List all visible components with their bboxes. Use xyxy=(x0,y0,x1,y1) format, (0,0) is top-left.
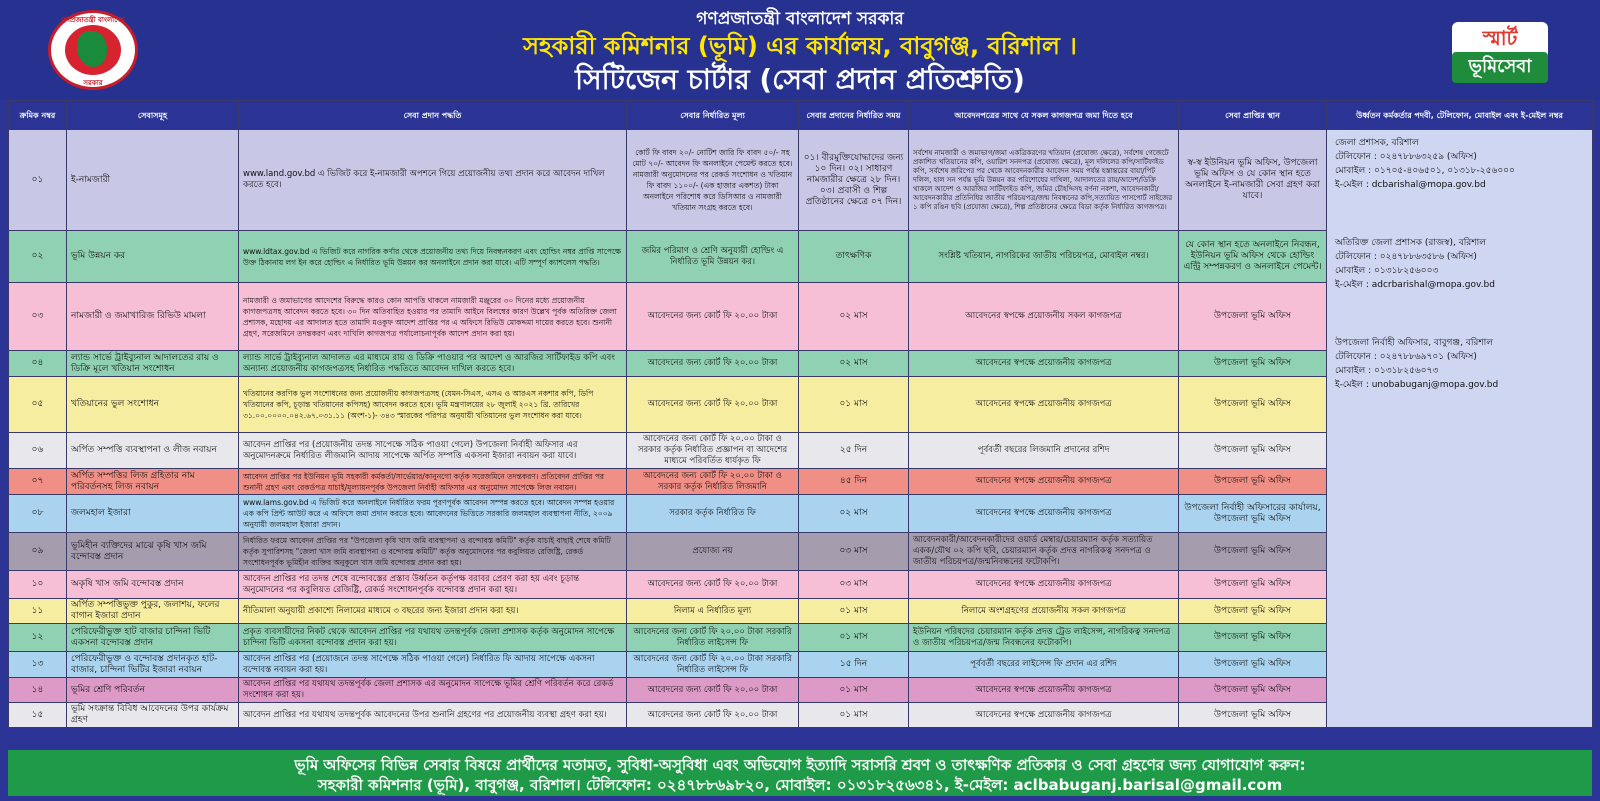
cell-fee: সরকার কর্তৃক নির্ধারিত ফি xyxy=(627,495,799,533)
cell-fee: আবেদনের জন্য কোর্ট ফি ২০.০০ টাকা ও সরকার কর্তৃক নির্ধারিত লিজমানি xyxy=(627,469,799,495)
cell-docs: পূর্ববর্তী বছরের লাইসেন্স ফি প্রদান এর রশিদ xyxy=(909,652,1179,678)
col-header-officer: উর্ধ্বতন কর্মকর্তার পদবী, টেলিফোন, মোবাইল এবং ই-মেইল নম্বর xyxy=(1327,101,1593,130)
cell-fee: আবেদনের জন্য কোর্ট ফি ২০.০০ টাকা xyxy=(627,571,799,599)
officer-title: জেলা প্রশাসক, বরিশাল xyxy=(1335,138,1419,148)
cell-fee: প্রযোজ্য নয় xyxy=(627,533,799,571)
table-row xyxy=(9,130,1593,231)
cell-docs: ইউনিয়ন পরিষদের চেয়ারম্যান কর্তৃক প্রদত্ত ট্রেড লাইসেন্স, নাগরিকত্ব সনদপত্র ও জাতীয় পরিচয়পত্র/জন্ম নিবন্ধনের ফটোকপি। xyxy=(909,624,1179,652)
cell-sl: ১৩ xyxy=(9,652,67,678)
cell-method: আবেদন প্রাপ্তির পর ইউনিয়ন ভূমি সহকারী কর্মকর্তা/সার্ভেয়ার/কানুনগো কর্তৃক সরেজমিনে তদন্তকরণ। প্রতিবেদন প্রাপ্তির পর শুনানী গ্রহণ এবং রেকর্ডপত্র যাচাই/মূল্যায়নপূর্বক উপজেলা নির্বাহী অফিসার এর অনুমোদন সাপেক্ষে লিজ নবায়ন। xyxy=(239,469,627,495)
cell-time: ১৫ দিন xyxy=(799,652,909,678)
cell-docs: আবেদনের স্বপক্ষে প্রয়োজনীয় কাগজপত্র xyxy=(909,678,1179,703)
officer-phone: টেলিফোন : ০২৪৭৮৮৬৯৭০১ (অফিস) xyxy=(1335,352,1477,362)
cell-service: খতিয়ানের ভুল সংশোধন xyxy=(67,377,239,433)
footer-line-1: ভূমি অফিসের বিভিন্ন সেবার বিষয়ে প্রার্থীদের মতামত, সুবিধা-অসুবিধা এবং অভিযোগ ইত্যাদি সরাসরি শ্রবণ ও তাৎক্ষণিক প্রতিকার ও সেবা গ্রহণের জন্য যোগাযোগ করুন: xyxy=(294,756,1306,774)
cell-sl: ০৯ xyxy=(9,533,67,571)
col-header-fee: সেবার নির্ধারিত মূল্য xyxy=(627,101,799,130)
cell-sl: ১২ xyxy=(9,624,67,652)
cell-sl: ০৮ xyxy=(9,495,67,533)
officer-contact-block xyxy=(1335,136,1584,192)
officer-mobile: মোবাইল : ০১৩১৮২৫৬০০৩ xyxy=(1335,266,1439,276)
page-title: সিটিজেন চার্টার (সেবা প্রদান প্রতিশ্রুতি) xyxy=(575,63,1025,96)
cell-service: ভূমি উন্নয়ন কর xyxy=(67,231,239,283)
seal-top-text: গণপ্রজাতন্ত্রী বাংলাদেশ xyxy=(61,16,125,24)
officer-contact-block xyxy=(1335,336,1584,392)
cell-docs: সংশ্লিষ্ট খতিয়ান, নাগরিকের জাতীয় পরিচয়পত্র, মোবাইল নম্বর। xyxy=(909,231,1179,283)
cell-service: ভূমি সংক্রান্ত বিবিধ আবেদনের উপর কার্যক্রম গ্রহণ xyxy=(67,703,239,728)
cell-time: ০২ মাস xyxy=(799,495,909,533)
cell-fee: আবেদনের জন্য কোর্ট ফি ২০.০০ টাকা xyxy=(627,283,799,351)
cell-service: ভূমিহীন ব্যক্তিদের মাঝে কৃষি খাস জমি বন্দোবস্ত প্রদান xyxy=(67,533,239,571)
cell-docs: আবেদনের স্বপক্ষে প্রয়োজনীয় কাগজপত্র xyxy=(909,469,1179,495)
cell-place: উপজেলা ভূমি অফিস xyxy=(1179,624,1327,652)
cell-place: উপজেলা ভূমি অফিস xyxy=(1179,469,1327,495)
officer-email: ই-মেইল : dcbarishal@mopa.gov.bd xyxy=(1335,180,1486,190)
cell-sl: ১১ xyxy=(9,599,67,624)
cell-docs: আবেদনের স্বপক্ষে প্রয়োজনীয় কাগজপত্র xyxy=(909,703,1179,728)
footer-line-2: সহকারী কমিশনার (ভূমি), বাবুগঞ্জ, বরিশাল। টেলিফোন: ০২৪৭৮৮৬৯৮২০, মোবাইল: ০১৩১৮২৫৬৩৪১, ই-মেইল: aclbabuganj.barisal@gmail.com xyxy=(317,776,1283,794)
officer-phone: টেলিফোন : ০২৪৭৮৮৬৩৫৮৬ (অফিস) xyxy=(1335,252,1477,262)
office-name: সহকারী কমিশনার (ভূমি) এর কার্যালয়, বাবুগঞ্জ, বরিশাল । xyxy=(523,32,1077,60)
cell-service: পেরিফেরীভুক্ত ও বন্দোবস্ত প্রদানকৃত হাট-বাজার, চান্দিনা ভিটির ইজারা নবায়ন xyxy=(67,652,239,678)
citizen-charter-table xyxy=(8,100,1593,728)
cell-place: যে কোন স্থান হতে অনলাইনে নিবন্ধন, ইউনিয়ন ভূমি অফিস থেকে হোল্ডিং এন্ট্রি সম্পন্নকরণ ও অনলাইনে পেমেন্ট। xyxy=(1179,231,1327,283)
cell-time: ০২ মাস xyxy=(799,283,909,351)
cell-method: ল্যান্ড সার্ভে ট্রাইব্যুনাল আদালত এর মাধ্যমে রায় ও ডিক্রি পাওয়ার পর আদেশ ও আরজির সার্টিফাইড কপি এবং অন্যান্য প্রয়োজনীয় কাগজপত্রসহ নির্ধারিত পদ্ধতিতে আবেদন দাখিল করতে হবে। xyxy=(239,351,627,377)
col-header-time: সেবার প্রদানের নির্ধারিত সময় xyxy=(799,101,909,130)
seal-bottom-text: সরকার xyxy=(83,79,103,87)
cell-method: নামজারী ও জমাভাগের আদেশের বিরুদ্ধে কারও কোন আপত্তি থাকলে নামজারী মঞ্জুরের ৩০ দিনের মধ্যে প্রয়োজনীয় কাগজপত্রসহ আবেদন করতে হবে। ৩০ দিন অতিবাহিত হওয়ার পর তামাদি আইনে বিলম্বের কারণ উল্লেখ পূর্বক অতিরিক্ত জেলা প্রশাসক, মহোদয় এর আদালত হতে তামাদি মওকুফ আদেশ প্রাপ্তির পর এ অফিসে রিভিউ মোকদ্দমা দায়ের করতে হবে। শুনানী গ্রহণ, সরেজমিনে তদন্তকরণ এবং দাখিলি কাগজপত্র পর্যালোচনাপূর্বক আদেশ প্রদান করা হয়। xyxy=(239,283,627,351)
cell-time: ০১ মাস xyxy=(799,377,909,433)
cell-fee: জমির পরিমাণ ও শ্রেণি অনুযায়ী হোল্ডিং এ নির্ধারিত ভূমি উন্নয়ন কর। xyxy=(627,231,799,283)
cell-sl: ১৪ xyxy=(9,678,67,703)
cell-service: অর্পিত সম্পত্তিভুক্ত পুকুর, জলাশয়, ফলের বাগান ইজারা প্রদান xyxy=(67,599,239,624)
cell-time: ০১ মাস xyxy=(799,624,909,652)
cell-sl: ১৫ xyxy=(9,703,67,728)
cell-service: ভূমির শ্রেণি পরিবর্তন xyxy=(67,678,239,703)
cell-method: www.ldtax.gov.bd এ ভিজিট করে নাগরিক কর্ণার থেকে প্রয়োজনীয় তথ্য দিয়ে নিবন্ধনকরণ এবং হোল্ডিং নম্বর প্রাপ্তি সাপেক্ষে উক্ত ঠিকানায় লগ ইন করে হোল্ডিং এ নির্ধারিত ভূমি উন্নয়ন কর অনলাইনে প্রদান করা যাবে। এটি সম্পূর্ণ ক্যাশলেস পদ্ধতি। xyxy=(239,231,627,283)
cell-service: অর্পিত সম্পত্তির লিজ গ্রহিতার নাম পরিবর্তনসহ লিজ নবায়ন xyxy=(67,469,239,495)
cell-method: আবেদন প্রাপ্তির পর যথাযথ তদন্তপূর্বক জেলা প্রশাসক এর অনুমোদন সাপেক্ষে ভূমির শ্রেণি পরিবর্তন করে রেকর্ড সংশোধন করা হয়। xyxy=(239,678,627,703)
officer-email: ই-মেইল : adcrbarishal@mopa.gov.bd xyxy=(1335,280,1495,290)
col-header-sl: ক্রমিক নম্বর xyxy=(9,101,67,130)
cell-service: ল্যান্ড সার্ভে ট্রাইব্যুনাল আদালতের রায় ও ডিক্রি মূলে খতিয়ান সংশোধন xyxy=(67,351,239,377)
header xyxy=(0,0,1600,100)
cell-time: ০৩ মাস xyxy=(799,533,909,571)
cell-time: ০১ মাস xyxy=(799,599,909,624)
officer-contact-cell xyxy=(1327,130,1593,728)
cell-time: ০৩ মাস xyxy=(799,571,909,599)
cell-service: ই-নামজারী xyxy=(67,130,239,231)
cell-fee: আবেদনের জন্য কোর্ট ফি ২০.০০ টাকা xyxy=(627,703,799,728)
cell-place: উপজেলা ভূমি অফিস xyxy=(1179,433,1327,469)
officer-email: ই-মেইল : unobabuganj@mopa.gov.bd xyxy=(1335,380,1499,390)
cell-place: উপজেলা নির্বাহী অফিসারের কার্যালয়, উপজেলা ভূমি অফিস xyxy=(1179,495,1327,533)
cell-place: উপজেলা ভূমি অফিস xyxy=(1179,571,1327,599)
cell-method: নির্ধারিত ফরমে আবেদন প্রাপ্তির পর "উপজেলা কৃষি খাস জমি ব্যবস্থাপনা ও বন্দোবস্ত কমিটি" কর্তৃক যাচাই বাছাই শেষে কমিটি কর্তৃক সুপারিশসহ "জেলা খাস জমি ব্যবস্থাপনা ও বন্দোবস্ত কমিটি" কর্তৃক অনুমোদনের পর কবুলিয়ত রেজিষ্ট্রি, রেকর্ড সংশোধনপূর্বক ভূমিহীন ব্যক্তির অনুকূলে খাস জমি বন্দোবস্ত প্রদান করা হয়। xyxy=(239,533,627,571)
cell-place: স্ব-স্ব ইউনিয়ন ভূমি অফিস, উপজেলা ভূমি অফিস ও যে কোন স্থান হতে অনলাইনে ই-নামজারী সেবা গ্রহণ করা যাবে। xyxy=(1179,130,1327,231)
cell-fee: আবেদনের জন্য কোর্ট ফি ২০.০০ টাকা ও সরকার কর্তৃক নির্ধারিত প্রজ্ঞাপন বা আদেশের মাধ্যমে পরিবর্তিত ধার্যকৃত ফি xyxy=(627,433,799,469)
cell-method: www.lams.gov.bd এ ভিজিট করে অনলাইনে নির্ধারিত ফরম পূরণপূর্বক আবেদন সম্পন্ন করতে হবে। আবেদন সম্পন্ন হওয়ার এক কপি প্রিন্ট আউট করে এ অফিসে জমা প্রদান করতে হবে। আবেদনের ভিত্তিতে সরকারি জলমহাল ব্যবস্থাপনা নীতি, ২০০৯ অনুযায়ী জলমহাল ইজারা প্রদান। xyxy=(239,495,627,533)
cell-fee: আবেদনের জন্য কোর্ট ফি ২০.০০ টাকা xyxy=(627,377,799,433)
cell-fee: নিলাম এ নির্ধারিত মূল্য xyxy=(627,599,799,624)
officer-title: উপজেলা নির্বাহী অফিসার, বাবুগঞ্জ, বরিশাল xyxy=(1335,338,1493,348)
cell-method: আবেদন প্রাপ্তির পর (প্রয়োজনীয় তদন্ত সাপেক্ষে সঠিক পাওয়া গেলে) উপজেলা নির্বাহী অফিসার এর অনুমোদনক্রমে নির্ধারিত লীজমানি আদায় সাপেক্ষে অর্পিত সম্পত্তি একসনা ইজারা নবায়ন করা যাবে। xyxy=(239,433,627,469)
cell-sl: ০৭ xyxy=(9,469,67,495)
cell-fee: কোর্ট ফি বাবদ ২০/- নোটিশ জারি ফি বাবদ ৫০/- সহ মোট ৭০/- আবেদন ফি অনলাইনে পেমেন্ট করতে হবে। নামজারী অনুমোদনের পর রেকর্ড সংশোধন ও খতিয়ান ফি বাবদ ১১০০/- (এক হাজার একশত) টাকা অনলাইনে পরিশোধ করে ডিসিআর ও নামজারী খতিয়ান সংগ্রহ করতে হবে। xyxy=(627,130,799,231)
cell-docs: আবেদনের স্বপক্ষে প্রয়োজনীয় কাগজপত্র xyxy=(909,571,1179,599)
cell-docs: আবেদনের স্বপক্ষে প্রয়োজনীয় কাগজপত্র xyxy=(909,377,1179,433)
officer-mobile: মোবাইল : ০১৩১৮২৫৬০৭৩ xyxy=(1335,366,1439,376)
table-header-row xyxy=(9,101,1593,130)
cell-service: পেরিফেরীভুক্ত হাট বাজার চান্দিনা ভিটি একসনা বন্দোবস্ত প্রদান xyxy=(67,624,239,652)
cell-time: ০১ মাস xyxy=(799,703,909,728)
cell-sl: ০৪ xyxy=(9,351,67,377)
cell-docs: আবেদনের স্বপক্ষে প্রয়োজনীয় কাগজপত্র xyxy=(909,351,1179,377)
cell-fee: আবেদনের জন্য কোর্ট ফি ২০.০০ টাকা xyxy=(627,678,799,703)
officer-phone: টেলিফোন : ০২৪৭৮৮৬৩২৫৯ (অফিস) xyxy=(1335,152,1477,162)
cell-service: জলমহাল ইজারা xyxy=(67,495,239,533)
cell-sl: ০১ xyxy=(9,130,67,231)
cell-time: তাৎক্ষণিক xyxy=(799,231,909,283)
cell-docs: নিলামে অংশগ্রহণের প্রয়োজনীয় সকল কাগজপত্র xyxy=(909,599,1179,624)
cell-docs: আবেদনের স্বপক্ষে প্রয়োজনীয় সকল কাগজপত্র xyxy=(909,283,1179,351)
col-header-service: সেবাসমূহ xyxy=(67,101,239,130)
cell-method: আবেদন প্রাপ্তির পর (প্রয়োজনে তদন্ত সাপেক্ষে সঠিক পাওয়া গেলে) নির্ধারিত ফি আদায় সাপেক্ষে একসনা বন্দোবস্ত নবায়ন করা হয়। xyxy=(239,652,627,678)
cell-docs: পূর্ববর্তী বছরের লিজমানি প্রদানের রশিদ xyxy=(909,433,1179,469)
cell-sl: ০২ xyxy=(9,231,67,283)
cell-method: প্রকৃত ব্যবসায়ীদের নিকট থেকে আবেদন প্রাপ্তির পর যথাযথ তদন্তপূর্বক জেলা প্রশাসক কর্তৃক অনুমোদন সাপেক্ষে চান্দিনা ভিটি একসনা বন্দোবস্ত প্রদান করা হয়। xyxy=(239,624,627,652)
cell-docs: সর্বশেষ নামজারী ও জমাভাগ/জমা একত্রিকরণের খতিয়ান (প্রযোজ্য ক্ষেত্রে), সর্বশেষ গেজেটে প্রকাশিত খতিয়ানের কপি, ওয়ারিশ সনদপত্র (প্রযোজ্য ক্ষেত্রে), মূল দলিলের কপি/সার্টিফাইড কপি, সর্বশেষ জরিপের পর থেকে আবেদনকারীর আবেদন সময় পর্যন্ত হস্তান্তরের বায়া/পিট দলিল, হাল সন পর্যন্ত ভূমি উন্নয়ন কর পরিশোধের দাখিলা, আদালতের রায়/আদেশ/ডিক্রি থাকলে আদেশ ও আরজির সার্টিফাইড কপি, জমির চৌহদ্দিসহ বর্ণনা নকশা, আবেদনকারী/আবেদনকারীর প্রতিনিধির জাতীয় পরিচয়পত্র/জন্ম নিবন্ধনের কপি,সত্যায়িত পাসপোর্ট সাইজের ১ কপি রঙিন ছবি (প্রযোজ্য ক্ষেত্রে), শিল্প প্রতিষ্ঠানের ক্ষেত্রে বিডা কর্তৃক নির্ধারিত কাগজপত্র। xyxy=(909,130,1179,231)
footer-contact xyxy=(8,750,1592,796)
cell-docs: আবেদনকারী/আবেদনকারীদের ওয়ার্ড মেম্বার/চেয়ারম্যান কর্তৃক সত্যায়িত একক/যৌথ ০২ কপি ছবি, চেয়ারম্যান কর্তৃক প্রদত্ত নাগরিকত্ব সনদপত্র ও জাতীয় পরিচয়পত্র/জন্মনিবন্ধনের ফটোকপি। xyxy=(909,533,1179,571)
cell-docs: আবেদনের স্বপক্ষে প্রয়োজনীয় কাগজপত্র xyxy=(909,495,1179,533)
cell-service: নামজারী ও জমাখারিজ রিভিউ মামলা xyxy=(67,283,239,351)
cell-place: উপজেলা ভূমি অফিস xyxy=(1179,652,1327,678)
cell-time: ২৫ দিন xyxy=(799,433,909,469)
col-header-place: সেবা প্রাপ্তির স্থান xyxy=(1179,101,1327,130)
cell-time: ৪৫ দিন xyxy=(799,469,909,495)
cell-method: www.land.gov.bd এ ভিজিট করে ই-নামজারী অপশনে গিয়ে প্রয়োজনীয় তথ্য প্রদান করে আবেদন দাখিল করতে হবে। xyxy=(239,130,627,231)
cell-sl: ১০ xyxy=(9,571,67,599)
cell-fee: আবেদনের জন্য কোর্ট ফি ২০.০০ টাকা সরকারি নির্ধারিত লাইসেন্স ফি xyxy=(627,624,799,652)
logo-top-text: স্মার্ট xyxy=(1482,26,1518,50)
government-name: গণপ্রজাতন্ত্রী বাংলাদেশ সরকার xyxy=(696,9,904,29)
cell-service: অকৃষি খাস জমি বন্দোবস্ত প্রদান xyxy=(67,571,239,599)
cell-time: ০১। বীরমুক্তিযোদ্ধাদের জন্য ১০ দিন। ০২। সাধারণ নামজারীর ক্ষেত্রে ২৮ দিন। ০৩। প্রবাসী ও শিল্প প্রতিষ্ঠানের ক্ষেত্রে ০৭ দিন। xyxy=(799,130,909,231)
cell-place: উপজেলা ভূমি অফিস xyxy=(1179,377,1327,433)
cell-service: অর্পিত সম্পত্তি ব্যবস্থাপনা ও লীজ নবায়ন xyxy=(67,433,239,469)
cell-method: আবেদন প্রাপ্তির পর যথাযথ তদন্তপূর্বক আবেদনের উপর শুনানি গ্রহণের পর প্রয়োজনীয় ব্যবস্থা গ্রহণ করা হয়। xyxy=(239,703,627,728)
cell-fee: আবেদনের জন্য কোর্ট ফি ২০.০০ টাকা সরকারি নির্ধারিত লাইসেন্স ফি xyxy=(627,652,799,678)
logo-bottom-text: ভূমিসেবা xyxy=(1452,52,1548,83)
cell-place: উপজেলা ভূমি অফিস xyxy=(1179,283,1327,351)
cell-method: খতিয়ানের করণিক ভুল সংশোধনের জন্য প্রয়োজনীয় কাগজপত্রসহ (যেমন-সিএস, এসএ ও আরএস নকশার কপি, ডিপি খতিয়ানের কপি, চূড়ান্ত খতিয়ানের কপিসহ) আবেদন করতে হবে। ভূমি মন্ত্রণালয়ের ২৮ জুলাই ২০২১ খ্রি. তারিখের ৩১.০০.০০০০.০৪২.৬৭.০৩১.১১ (অংশ-১)- ৩৪৩ স্মারকের পরিপত্র অনুযায়ী খতিয়ানের ভুল সংশোধন করা যাবে। xyxy=(239,377,627,433)
cell-place: উপজেলা ভূমি অফিস xyxy=(1179,533,1327,571)
smart-bhumiseba-logo-icon xyxy=(1452,22,1548,82)
cell-place: উপজেলা ভূমি অফিস xyxy=(1179,678,1327,703)
cell-method: আবেদন প্রাপ্তির পর তদন্ত শেষে বন্দোবস্তের প্রস্তাব উর্ধ্বতন কর্তৃপক্ষ বরাবর প্রেরণ করা হয় এবং চূড়ান্ত অনুমোদনের পর কবুলিয়ত রেজিষ্ট্রি, রেকর্ড সংশোধনপূর্বক বন্দোবস্ত প্রদান করা হয়। xyxy=(239,571,627,599)
officer-contact-block xyxy=(1335,236,1584,292)
cell-time: ০১ মাস xyxy=(799,678,909,703)
cell-place: উপজেলা ভূমি অফিস xyxy=(1179,599,1327,624)
cell-place: উপজেলা ভূমি অফিস xyxy=(1179,703,1327,728)
cell-place: উপজেলা ভূমি অফিস xyxy=(1179,351,1327,377)
cell-fee: আবেদনের জন্য কোর্ট ফি ২০.০০ টাকা xyxy=(627,351,799,377)
col-header-docs: আবেদনপত্রের সাথে যে সকল কাগজপত্র জমা দিতে হবে xyxy=(909,101,1179,130)
cell-sl: ০৫ xyxy=(9,377,67,433)
officer-title: অতিরিক্ত জেলা প্রশাসক (রাজস্ব), বরিশাল xyxy=(1335,238,1486,248)
officer-mobile: মোবাইল : ০১৭০৫-৪০৬৫০১, ০১৩১৮-২৫৬০০০ xyxy=(1335,166,1515,176)
col-header-method: সেবা প্রদান পদ্ধতি xyxy=(239,101,627,130)
cell-sl: ০৬ xyxy=(9,433,67,469)
cell-sl: ০৩ xyxy=(9,283,67,351)
cell-method: নীতিমালা অনুযায়ী প্রকাশ্যে নিলামের মাধ্যমে ৩ বছরের জন্য ইজারা প্রদান করা হয়। xyxy=(239,599,627,624)
cell-time: ০২ মাস xyxy=(799,351,909,377)
